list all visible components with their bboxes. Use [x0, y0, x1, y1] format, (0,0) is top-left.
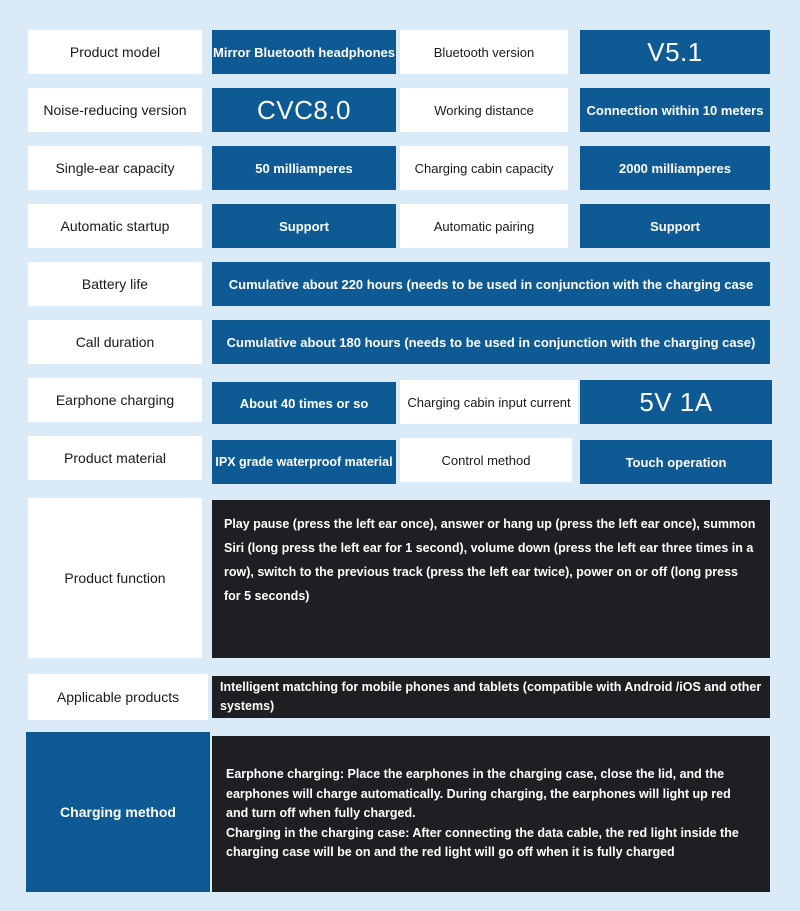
value-product-function: Play pause (press the left ear once), answer or hang up (press the left ear once), summon Siri (long press the left ear for 1 second), volume down (press the left ear three times in a row), switch to the previous track (press the left ear twice), power on or off (long press for 5 seconds) [212, 500, 770, 658]
value-noise-reducing: CVC8.0 [212, 88, 396, 132]
label-control-method: Control method [400, 438, 572, 482]
label-call-duration: Call duration [28, 320, 202, 364]
value-battery-life: Cumulative about 220 hours (needs to be used in conjunction with the charging case [212, 262, 770, 306]
value-working-distance: Connection within 10 meters [580, 88, 770, 132]
label-automatic-pairing: Automatic pairing [400, 204, 568, 248]
label-charging-input-current: Charging cabin input current [400, 380, 578, 424]
value-control-method: Touch operation [580, 440, 772, 484]
value-call-duration: Cumulative about 180 hours (needs to be used in conjunction with the charging case) [212, 320, 770, 364]
label-bluetooth-version: Bluetooth version [400, 30, 568, 74]
label-product-material: Product material [28, 436, 202, 480]
label-single-ear-capacity: Single-ear capacity [28, 146, 202, 190]
label-working-distance: Working distance [400, 88, 568, 132]
value-single-ear-capacity: 50 milliamperes [212, 146, 396, 190]
value-automatic-startup: Support [212, 204, 396, 248]
label-product-model: Product model [28, 30, 202, 74]
value-applicable-products: Intelligent matching for mobile phones and tablets (compatible with Android /iOS and other systems) [212, 676, 770, 718]
value-earphone-charging: About 40 times or so [212, 382, 396, 424]
value-automatic-pairing: Support [580, 204, 770, 248]
value-charging-input-current: 5V 1A [580, 380, 772, 424]
label-earphone-charging: Earphone charging [28, 378, 202, 422]
label-product-function: Product function [28, 498, 202, 658]
charging-method-case-text: Charging in the charging case: After connecting the data cable, the red light inside the charging case will be on and the red light will go off when it is fully charged [226, 825, 739, 860]
label-applicable-products: Applicable products [28, 674, 208, 720]
label-charging-cabin-capacity: Charging cabin capacity [400, 146, 568, 190]
value-charging-method [212, 736, 770, 892]
value-bluetooth-version: V5.1 [580, 30, 770, 74]
label-charging-method: Charging method [26, 732, 210, 892]
value-product-material: IPX grade waterproof material [212, 440, 396, 484]
charging-method-earphones-text: Earphone charging: Place the earphones in the charging case, close the lid, and the earphones will charge automatically. During charging, the earphones will light up red and turn off when fully charged. [226, 767, 731, 821]
label-noise-reducing: Noise-reducing version [28, 88, 202, 132]
value-product-model: Mirror Bluetooth headphones [212, 30, 396, 74]
label-battery-life: Battery life [28, 262, 202, 306]
label-automatic-startup: Automatic startup [28, 204, 202, 248]
value-charging-cabin-capacity: 2000 milliamperes [580, 146, 770, 190]
